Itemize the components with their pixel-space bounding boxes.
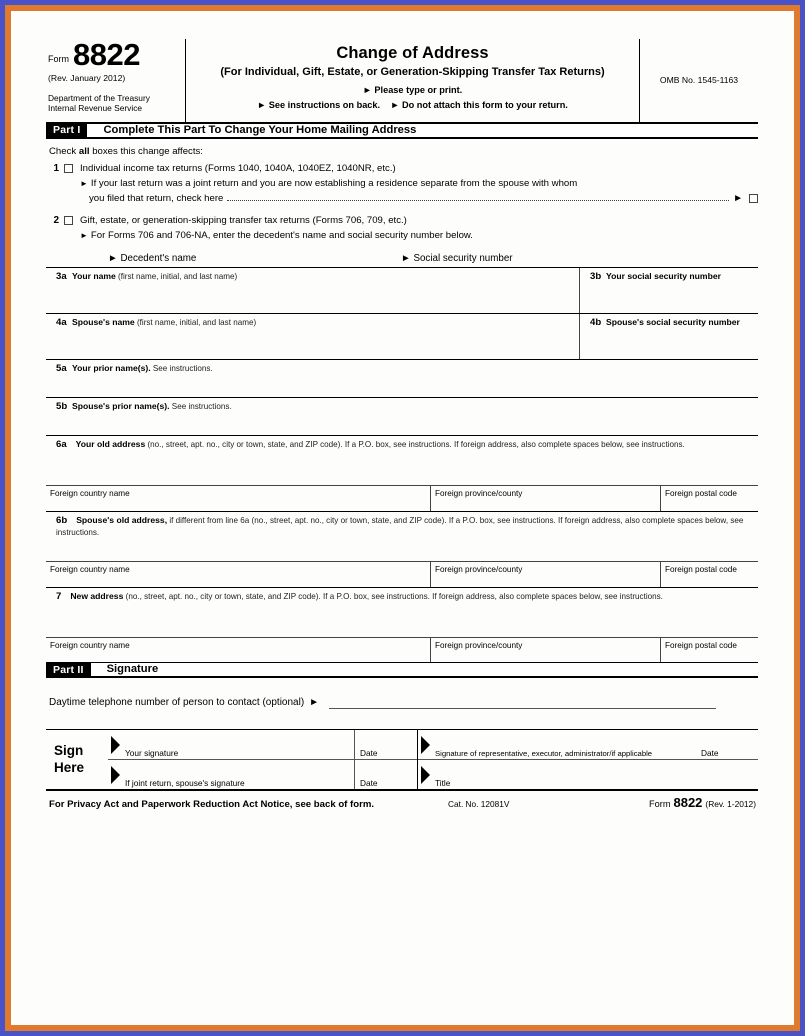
checkbox-separate-residence[interactable]	[749, 194, 758, 203]
part-2-tag: Part II	[46, 663, 91, 676]
field-4a-label: Spouse's name	[72, 317, 135, 328]
signature-row-title	[418, 760, 758, 789]
field-4b[interactable]	[580, 314, 758, 359]
field-6b-number: 6b	[56, 515, 68, 527]
foreign-strip-6b	[46, 561, 758, 587]
signature-fields-spouse	[122, 760, 417, 789]
foreign-province-7[interactable]: Foreign province/county	[431, 638, 661, 662]
form-revision-date: (Rev. January 2012)	[48, 73, 126, 84]
form-identifier	[46, 37, 179, 72]
checkbox-gift-estate-gst[interactable]	[64, 216, 73, 225]
your-signature-field[interactable]: Your signature	[122, 730, 355, 759]
signature-fields-representative	[432, 730, 758, 759]
field-4a[interactable]	[46, 314, 580, 359]
part-1-tag: Part I	[46, 124, 87, 137]
triangle-icon: ►	[108, 252, 118, 264]
triangle-icon: ►	[80, 230, 88, 240]
arrow-col	[418, 730, 432, 759]
form-title: Change of Address	[336, 44, 489, 62]
part-2-title: Signature	[106, 663, 159, 676]
daytime-phone-input[interactable]	[329, 695, 716, 709]
line-1-sub-1-text: If your last return was a joint return and you are now establishing a residence separate from the spouse with whom	[90, 177, 578, 189]
foreign-postal-7[interactable]: Foreign postal code	[665, 641, 737, 651]
row-5b	[46, 397, 758, 435]
part-1-header	[46, 124, 758, 139]
triangle-icon: ►	[80, 178, 88, 188]
decedent-ssn-label: Social security number	[413, 252, 513, 264]
field-4b-label: Spouse's social security number	[606, 317, 740, 328]
field-6b-hint: if different from line 6a (no., street, apt. no., city or town, state, and ZIP code). If a P.O. box, see instructions. If foreign address, also complete spaces below, see instructions.	[56, 516, 744, 537]
form-masthead	[46, 39, 758, 124]
arrow-col	[108, 730, 122, 759]
part-1-title: Complete This Part To Change Your Home Mailing Address	[103, 123, 417, 136]
row-6b[interactable]	[46, 511, 758, 561]
triangle-pointer-icon	[421, 736, 430, 754]
daytime-phone-row	[46, 687, 758, 709]
field-6b-label: Spouse's old address,	[76, 515, 168, 526]
line-2	[46, 215, 758, 241]
form-number: 8822	[73, 37, 140, 72]
field-4a-hint: (first name, initial, and last name)	[134, 318, 257, 328]
footer-form-number: 8822	[673, 795, 703, 811]
row-4	[46, 313, 758, 359]
field-3a[interactable]	[46, 268, 580, 313]
foreign-strip-7	[46, 637, 758, 663]
field-4a-number: 4a	[56, 317, 67, 329]
triangle-icon: ►	[309, 697, 320, 709]
signature-row-representative	[418, 730, 758, 760]
footer-revision: (Rev. 1-2012)	[705, 799, 756, 810]
part-2-header	[46, 663, 758, 678]
triangle-icon: ►	[257, 100, 267, 111]
instruction-attach-text: Do not attach this form to your return.	[401, 100, 568, 111]
line-2-body	[73, 215, 758, 241]
your-signature-date-field[interactable]: Date	[360, 747, 378, 758]
row-6a[interactable]	[46, 435, 758, 485]
field-7-label: New address	[70, 591, 124, 602]
field-3a-number: 3a	[56, 271, 67, 283]
sign-here-line-2: Here	[54, 759, 85, 775]
line-2-number: 2	[53, 215, 59, 227]
signature-row-your	[108, 730, 417, 760]
omb-number: OMB No. 1545-1163	[659, 75, 739, 86]
foreign-province-6b[interactable]: Foreign province/county	[431, 562, 661, 587]
arrow-col	[108, 760, 122, 789]
line-1-sub-2-text: you filed that return, check here	[89, 192, 224, 204]
foreign-strip-6a	[46, 485, 758, 511]
representative-signature-field[interactable]: Signature of representative, executor, administrator/if applicable	[435, 749, 653, 759]
form-footer	[46, 795, 758, 810]
row-3	[46, 267, 758, 313]
triangle-icon: ►	[733, 192, 743, 204]
issuing-agency	[46, 93, 179, 114]
page-frame-inner	[5, 5, 800, 1031]
instruction-type-or-print	[190, 85, 635, 96]
signature-block	[46, 729, 758, 791]
masthead-left	[46, 39, 186, 122]
footer-form-word: Form	[649, 799, 671, 810]
privacy-act-notice: For Privacy Act and Paperwork Reduction Act Notice, see back of form.	[49, 799, 375, 811]
triangle-icon: ►	[390, 100, 400, 111]
field-5b[interactable]	[46, 398, 758, 435]
agency-line-2: Internal Revenue Service	[48, 103, 143, 114]
row-5a	[46, 359, 758, 397]
field-4b-number: 4b	[590, 317, 602, 329]
checkbox-individual-income-tax[interactable]	[64, 164, 73, 173]
signature-fields-your	[122, 730, 417, 759]
signature-column-representative	[418, 730, 758, 789]
sign-here-label	[46, 730, 108, 789]
field-6b	[46, 512, 758, 537]
decedent-name-header	[46, 253, 391, 265]
line-1-sub-1	[80, 178, 758, 190]
field-5b-label: Spouse's prior name(s).	[72, 401, 170, 412]
sign-here-line-1: Sign	[54, 742, 84, 758]
field-6a-hint: (no., street, apt. no., city or town, state, and ZIP code). If a P.O. box, see instructions. If foreign address, also complete spaces below, see instructions.	[145, 440, 685, 450]
triangle-pointer-icon	[111, 766, 120, 784]
leader-dots	[227, 193, 729, 201]
instruction-back-text: See instructions on back.	[268, 100, 381, 111]
irs-form-8822	[46, 39, 758, 811]
foreign-postal-6b[interactable]: Foreign postal code	[665, 565, 737, 575]
agency-line-1: Department of the Treasury	[48, 92, 150, 103]
signature-column-taxpayer	[108, 730, 418, 789]
triangle-icon: ►	[362, 85, 372, 96]
signature-row-spouse	[108, 760, 417, 789]
form-subtitle: (For Individual, Gift, Estate, or Generation-Skipping Transfer Tax Returns)	[220, 66, 605, 79]
field-5b-hint: See instructions.	[169, 402, 232, 412]
line-1-sub-2	[80, 193, 758, 205]
instruction-type-text: Please type or print.	[374, 85, 463, 96]
catalog-number: Cat. No. 12081V	[448, 799, 510, 810]
triangle-pointer-icon	[421, 766, 430, 784]
field-3b[interactable]	[580, 268, 758, 313]
spouse-signature-field[interactable]: If joint return, spouse's signature	[122, 760, 355, 789]
field-7-hint: (no., street, apt. no., city or town, state, and ZIP code). If a P.O. box, see instructions. If foreign address, also complete spaces below, see instructions.	[123, 592, 663, 602]
triangle-icon: ►	[401, 252, 411, 264]
field-5b-number: 5b	[56, 401, 68, 413]
field-6a-label: Your old address	[75, 439, 146, 450]
field-3b-number: 3b	[590, 271, 602, 283]
signature-fields-title	[432, 760, 758, 789]
triangle-pointer-icon	[111, 736, 120, 754]
field-5a-number: 5a	[56, 363, 67, 375]
check-instruction	[49, 146, 758, 157]
foreign-postal-6a[interactable]: Foreign postal code	[665, 489, 737, 499]
foreign-country-7[interactable]: Foreign country name	[46, 638, 431, 662]
foreign-province-6a[interactable]: Foreign province/county	[431, 486, 661, 511]
field-3a-label: Your name	[72, 271, 116, 282]
foreign-country-6b[interactable]: Foreign country name	[46, 562, 431, 587]
row-7[interactable]	[46, 587, 758, 637]
line-2-sub-1-text: For Forms 706 and 706-NA, enter the decedent's name and social security number below.	[90, 229, 473, 241]
field-6a-number: 6a	[56, 439, 67, 451]
masthead-center	[186, 39, 640, 122]
field-5a-label: Your prior name(s).	[72, 363, 151, 374]
field-6a	[46, 436, 758, 450]
check-instruction-c: boxes this change affects:	[89, 146, 203, 157]
field-5a-hint: See instructions.	[150, 364, 213, 374]
representative-date-field[interactable]: Date	[701, 747, 719, 758]
decedent-header-row	[46, 253, 758, 265]
arrow-col	[418, 760, 432, 789]
line-1-number: 1	[53, 163, 59, 175]
form-word-label: Form	[48, 53, 69, 64]
page-paper	[11, 11, 794, 1025]
line-1-text: Individual income tax returns (Forms 1040, 1040A, 1040EZ, 1040NR, etc.)	[80, 163, 396, 175]
foreign-country-6a[interactable]: Foreign country name	[46, 486, 431, 511]
field-7	[46, 588, 758, 602]
line-2-text: Gift, estate, or generation-skipping transfer tax returns (Forms 706, 709, etc.)	[80, 215, 407, 227]
daytime-phone-label: Daytime telephone number of person to contact (optional)	[49, 697, 305, 709]
check-instruction-a: Check	[49, 146, 79, 157]
title-field[interactable]: Title	[435, 777, 451, 788]
line-1-body	[73, 163, 758, 204]
instruction-row	[190, 100, 635, 111]
line-2-sub-1	[80, 230, 758, 242]
decedent-ssn-header	[391, 253, 513, 265]
line-1	[46, 163, 758, 204]
field-7-number: 7	[56, 591, 62, 603]
check-instruction-all: all	[78, 146, 90, 157]
decedent-name-label: Decedent's name	[120, 252, 197, 264]
field-3b-label: Your social security number	[606, 271, 721, 282]
field-3a-hint: (first name, initial, and last name)	[115, 272, 238, 282]
field-5a[interactable]	[46, 360, 758, 397]
footer-form-identifier	[649, 795, 758, 810]
spouse-signature-date-field[interactable]: Date	[360, 777, 378, 788]
